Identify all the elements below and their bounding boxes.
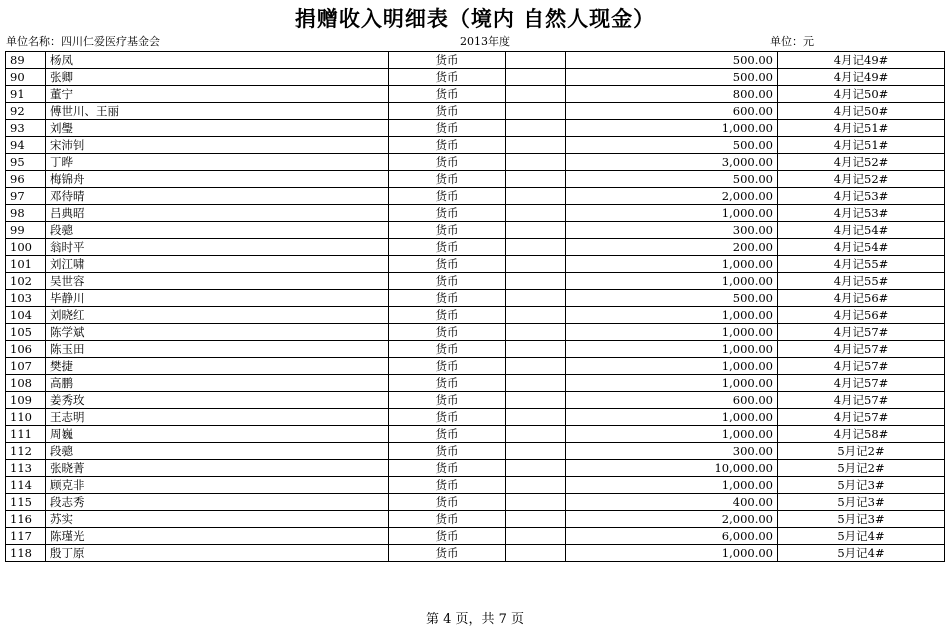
donor-name: 丁晔 — [46, 154, 389, 171]
voucher-reference: 4月记57# — [778, 375, 945, 392]
voucher-reference: 4月记57# — [778, 409, 945, 426]
blank-cell — [506, 494, 566, 511]
donation-amount: 400.00 — [566, 494, 778, 511]
blank-cell — [506, 511, 566, 528]
voucher-reference: 5月记3# — [778, 511, 945, 528]
blank-cell — [506, 392, 566, 409]
table-row — [6, 375, 945, 392]
donor-name: 顾克非 — [46, 477, 389, 494]
row-number: 110 — [6, 409, 46, 426]
donation-amount: 500.00 — [566, 52, 778, 69]
donation-amount: 1,000.00 — [566, 477, 778, 494]
donor-name: 苏实 — [46, 511, 389, 528]
donation-amount: 500.00 — [566, 290, 778, 307]
blank-cell — [506, 307, 566, 324]
donation-amount: 1,000.00 — [566, 120, 778, 137]
donation-type: 货币 — [389, 86, 506, 103]
donation-amount: 300.00 — [566, 222, 778, 239]
row-number: 89 — [6, 52, 46, 69]
donation-type: 货币 — [389, 324, 506, 341]
donation-amount: 10,000.00 — [566, 460, 778, 477]
donor-name: 刘江啸 — [46, 256, 389, 273]
row-number: 117 — [6, 528, 46, 545]
donation-amount: 6,000.00 — [566, 528, 778, 545]
donation-type: 货币 — [389, 137, 506, 154]
donation-type: 货币 — [389, 375, 506, 392]
voucher-reference: 4月记56# — [778, 307, 945, 324]
row-number: 91 — [6, 86, 46, 103]
row-number: 103 — [6, 290, 46, 307]
voucher-reference: 4月记56# — [778, 290, 945, 307]
donor-name: 周巍 — [46, 426, 389, 443]
donation-type: 货币 — [389, 222, 506, 239]
fiscal-year: 2013年度 — [460, 35, 510, 48]
row-number: 106 — [6, 341, 46, 358]
voucher-reference: 4月记51# — [778, 120, 945, 137]
voucher-reference: 4月记53# — [778, 205, 945, 222]
table-row — [6, 239, 945, 256]
donation-type: 货币 — [389, 103, 506, 120]
table-row — [6, 358, 945, 375]
donation-amount: 1,000.00 — [566, 358, 778, 375]
page-title: 捐赠收入明细表（境内 自然人现金） — [294, 6, 656, 31]
donor-name: 段骢 — [46, 222, 389, 239]
donation-type: 货币 — [389, 256, 506, 273]
donation-type: 货币 — [389, 188, 506, 205]
table-row — [6, 154, 945, 171]
donation-type: 货币 — [389, 460, 506, 477]
table-row — [6, 222, 945, 239]
donation-type: 货币 — [389, 52, 506, 69]
donation-type: 货币 — [389, 205, 506, 222]
table-row — [6, 171, 945, 188]
donation-amount: 1,000.00 — [566, 256, 778, 273]
donation-amount: 1,000.00 — [566, 426, 778, 443]
blank-cell — [506, 341, 566, 358]
donation-type: 货币 — [389, 69, 506, 86]
row-number: 118 — [6, 545, 46, 562]
table-row — [6, 409, 945, 426]
row-number: 96 — [6, 171, 46, 188]
table-row — [6, 205, 945, 222]
donor-name: 梅锦舟 — [46, 171, 389, 188]
blank-cell — [506, 154, 566, 171]
donation-amount: 500.00 — [566, 69, 778, 86]
voucher-reference: 4月记57# — [778, 392, 945, 409]
row-number: 92 — [6, 103, 46, 120]
table-row — [6, 494, 945, 511]
blank-cell — [506, 205, 566, 222]
donor-name: 邓待晴 — [46, 188, 389, 205]
voucher-reference: 4月记57# — [778, 324, 945, 341]
donor-name: 张晓菁 — [46, 460, 389, 477]
donation-amount: 1,000.00 — [566, 341, 778, 358]
blank-cell — [506, 120, 566, 137]
donation-type: 货币 — [389, 307, 506, 324]
row-number: 105 — [6, 324, 46, 341]
donation-amount: 2,000.00 — [566, 511, 778, 528]
row-number: 95 — [6, 154, 46, 171]
donor-name: 董宁 — [46, 86, 389, 103]
donation-amount: 1,000.00 — [566, 375, 778, 392]
table-row — [6, 120, 945, 137]
blank-cell — [506, 273, 566, 290]
donation-type: 货币 — [389, 341, 506, 358]
voucher-reference: 4月记58# — [778, 426, 945, 443]
donor-name: 樊捷 — [46, 358, 389, 375]
table-row — [6, 426, 945, 443]
row-number: 101 — [6, 256, 46, 273]
blank-cell — [506, 477, 566, 494]
voucher-reference: 4月记51# — [778, 137, 945, 154]
row-number: 109 — [6, 392, 46, 409]
blank-cell — [506, 188, 566, 205]
donation-type: 货币 — [389, 392, 506, 409]
voucher-reference: 4月记57# — [778, 358, 945, 375]
blank-cell — [506, 256, 566, 273]
table-row — [6, 290, 945, 307]
donor-name: 傅世川、王丽 — [46, 103, 389, 120]
row-number: 102 — [6, 273, 46, 290]
table-row — [6, 273, 945, 290]
voucher-reference: 4月记54# — [778, 222, 945, 239]
donor-name: 张卿 — [46, 69, 389, 86]
donor-name: 陈玉田 — [46, 341, 389, 358]
donor-name: 杨凤 — [46, 52, 389, 69]
row-number: 104 — [6, 307, 46, 324]
table-row — [6, 477, 945, 494]
blank-cell — [506, 69, 566, 86]
voucher-reference: 5月记3# — [778, 477, 945, 494]
row-number: 90 — [6, 69, 46, 86]
donation-amount: 2,000.00 — [566, 188, 778, 205]
donation-type: 货币 — [389, 528, 506, 545]
blank-cell — [506, 52, 566, 69]
donation-type: 货币 — [389, 239, 506, 256]
table-row — [6, 443, 945, 460]
table-row — [6, 256, 945, 273]
voucher-reference: 4月记52# — [778, 154, 945, 171]
voucher-reference: 4月记49# — [778, 52, 945, 69]
row-number: 107 — [6, 358, 46, 375]
voucher-reference: 4月记49# — [778, 69, 945, 86]
voucher-reference: 4月记53# — [778, 188, 945, 205]
donation-table — [5, 51, 945, 562]
donation-type: 货币 — [389, 511, 506, 528]
voucher-reference: 4月记50# — [778, 103, 945, 120]
donation-type: 货币 — [389, 154, 506, 171]
donor-name: 刘璺 — [46, 120, 389, 137]
table-row — [6, 188, 945, 205]
table-row — [6, 511, 945, 528]
donation-type: 货币 — [389, 443, 506, 460]
organization-name: 单位名称：四川仁爱医疗基金会 — [6, 35, 160, 48]
donation-amount: 3,000.00 — [566, 154, 778, 171]
row-number: 112 — [6, 443, 46, 460]
table-row — [6, 528, 945, 545]
donor-name: 吴世容 — [46, 273, 389, 290]
row-number: 114 — [6, 477, 46, 494]
row-number: 98 — [6, 205, 46, 222]
voucher-reference: 5月记2# — [778, 460, 945, 477]
donation-amount: 300.00 — [566, 443, 778, 460]
donation-amount: 1,000.00 — [566, 205, 778, 222]
page-footer: 第 4 页，共 7 页 — [425, 612, 525, 627]
blank-cell — [506, 358, 566, 375]
row-number: 99 — [6, 222, 46, 239]
donation-type: 货币 — [389, 273, 506, 290]
donor-name: 姜秀玫 — [46, 392, 389, 409]
donation-amount: 500.00 — [566, 137, 778, 154]
donation-amount: 1,000.00 — [566, 307, 778, 324]
voucher-reference: 4月记55# — [778, 256, 945, 273]
blank-cell — [506, 443, 566, 460]
donation-amount: 1,000.00 — [566, 324, 778, 341]
voucher-reference: 5月记4# — [778, 528, 945, 545]
blank-cell — [506, 426, 566, 443]
donor-name: 王志明 — [46, 409, 389, 426]
donation-type: 货币 — [389, 477, 506, 494]
donation-amount: 500.00 — [566, 171, 778, 188]
blank-cell — [506, 137, 566, 154]
blank-cell — [506, 409, 566, 426]
row-number: 116 — [6, 511, 46, 528]
blank-cell — [506, 86, 566, 103]
row-number: 113 — [6, 460, 46, 477]
voucher-reference: 4月记57# — [778, 341, 945, 358]
donor-name: 段志秀 — [46, 494, 389, 511]
table-row — [6, 137, 945, 154]
voucher-reference: 4月记50# — [778, 86, 945, 103]
donation-type: 货币 — [389, 494, 506, 511]
row-number: 115 — [6, 494, 46, 511]
donor-name: 高鹏 — [46, 375, 389, 392]
currency-unit: 单位：元 — [770, 35, 814, 48]
donation-type: 货币 — [389, 171, 506, 188]
donation-type: 货币 — [389, 545, 506, 562]
donation-amount: 1,000.00 — [566, 409, 778, 426]
row-number: 100 — [6, 239, 46, 256]
donor-name: 段骢 — [46, 443, 389, 460]
blank-cell — [506, 171, 566, 188]
donation-type: 货币 — [389, 290, 506, 307]
voucher-reference: 4月记54# — [778, 239, 945, 256]
table-row — [6, 324, 945, 341]
row-number: 108 — [6, 375, 46, 392]
table-row — [6, 69, 945, 86]
donation-type: 货币 — [389, 409, 506, 426]
blank-cell — [506, 222, 566, 239]
donation-type: 货币 — [389, 358, 506, 375]
row-number: 97 — [6, 188, 46, 205]
donor-name: 陈学斌 — [46, 324, 389, 341]
donor-name: 陈瑾光 — [46, 528, 389, 545]
donation-amount: 600.00 — [566, 103, 778, 120]
donor-name: 宋沛钊 — [46, 137, 389, 154]
donation-amount: 800.00 — [566, 86, 778, 103]
blank-cell — [506, 239, 566, 256]
table-row — [6, 545, 945, 562]
blank-cell — [506, 528, 566, 545]
table-row — [6, 307, 945, 324]
blank-cell — [506, 375, 566, 392]
donor-name: 刘晓红 — [46, 307, 389, 324]
donation-type: 货币 — [389, 426, 506, 443]
donation-amount: 1,000.00 — [566, 545, 778, 562]
voucher-reference: 5月记3# — [778, 494, 945, 511]
donor-name: 翁时平 — [46, 239, 389, 256]
voucher-reference: 5月记2# — [778, 443, 945, 460]
table-row — [6, 52, 945, 69]
voucher-reference: 4月记52# — [778, 171, 945, 188]
table-row — [6, 86, 945, 103]
blank-cell — [506, 324, 566, 341]
voucher-reference: 4月记55# — [778, 273, 945, 290]
donor-name: 吕典昭 — [46, 205, 389, 222]
blank-cell — [506, 103, 566, 120]
blank-cell — [506, 545, 566, 562]
donor-name: 殷丁原 — [46, 545, 389, 562]
donation-amount: 1,000.00 — [566, 273, 778, 290]
table-row — [6, 460, 945, 477]
donation-amount: 600.00 — [566, 392, 778, 409]
row-number: 111 — [6, 426, 46, 443]
donation-type: 货币 — [389, 120, 506, 137]
table-row — [6, 103, 945, 120]
row-number: 93 — [6, 120, 46, 137]
donor-name: 毕静川 — [46, 290, 389, 307]
blank-cell — [506, 290, 566, 307]
donation-amount: 200.00 — [566, 239, 778, 256]
voucher-reference: 5月记4# — [778, 545, 945, 562]
table-row — [6, 392, 945, 409]
blank-cell — [506, 460, 566, 477]
table-row — [6, 341, 945, 358]
row-number: 94 — [6, 137, 46, 154]
